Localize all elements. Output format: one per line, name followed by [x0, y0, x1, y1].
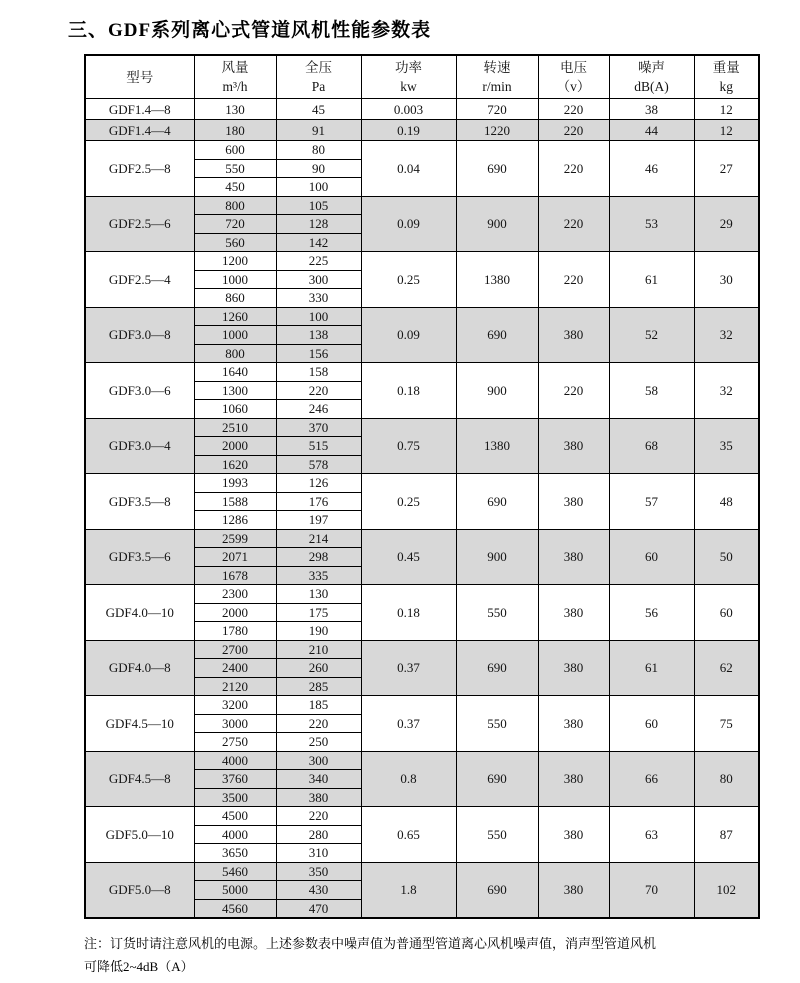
voltage-cell: 220: [538, 99, 609, 120]
col-header-voltage: 电压 （v）: [538, 55, 609, 99]
model-cell: GDF1.4—4: [85, 120, 194, 141]
flow-cell: 1640: [194, 363, 276, 382]
noise-cell: 70: [609, 862, 694, 918]
flow-cell: 2750: [194, 733, 276, 752]
weight-cell: 50: [694, 529, 759, 585]
power-cell: 0.19: [361, 120, 456, 141]
noise-cell: 60: [609, 529, 694, 585]
pressure-cell: 220: [276, 714, 361, 733]
voltage-cell: 380: [538, 585, 609, 641]
table-row: [85, 307, 759, 326]
pressure-cell: 105: [276, 196, 361, 215]
speed-cell: 900: [456, 529, 538, 585]
flow-cell: 3000: [194, 714, 276, 733]
speed-cell: 900: [456, 196, 538, 252]
flow-cell: 4000: [194, 751, 276, 770]
power-cell: 0.18: [361, 363, 456, 419]
noise-cell: 63: [609, 807, 694, 863]
col-header-speed: 转速 r/min: [456, 55, 538, 99]
pressure-cell: 126: [276, 474, 361, 493]
pressure-cell: 142: [276, 233, 361, 252]
flow-cell: 4500: [194, 807, 276, 826]
noise-cell: 44: [609, 120, 694, 141]
pressure-cell: 90: [276, 159, 361, 178]
flow-cell: 2599: [194, 529, 276, 548]
noise-cell: 52: [609, 307, 694, 363]
pressure-cell: 190: [276, 622, 361, 641]
power-cell: 0.37: [361, 696, 456, 752]
flow-cell: 720: [194, 215, 276, 234]
flow-cell: 2000: [194, 437, 276, 456]
pressure-cell: 128: [276, 215, 361, 234]
flow-cell: 1000: [194, 270, 276, 289]
pressure-cell: 220: [276, 381, 361, 400]
flow-cell: 860: [194, 289, 276, 308]
pressure-cell: 197: [276, 511, 361, 530]
speed-cell: 690: [456, 141, 538, 197]
table-row: [85, 807, 759, 826]
page-title: 三、GDF系列离心式管道风机性能参数表: [68, 20, 432, 41]
flow-cell: 1780: [194, 622, 276, 641]
pressure-cell: 350: [276, 862, 361, 881]
speed-cell: 690: [456, 862, 538, 918]
noise-cell: 68: [609, 418, 694, 474]
flow-cell: 1286: [194, 511, 276, 530]
pressure-cell: 578: [276, 455, 361, 474]
model-cell: GDF5.0—8: [85, 862, 194, 918]
noise-cell: 61: [609, 640, 694, 696]
pressure-cell: 138: [276, 326, 361, 345]
table-row: [85, 640, 759, 659]
flow-cell: 2000: [194, 603, 276, 622]
pressure-cell: 298: [276, 548, 361, 567]
voltage-cell: 380: [538, 862, 609, 918]
flow-cell: 2071: [194, 548, 276, 567]
flow-cell: 1300: [194, 381, 276, 400]
speed-cell: 690: [456, 640, 538, 696]
model-cell: GDF4.0—10: [85, 585, 194, 641]
power-cell: 0.8: [361, 751, 456, 807]
pressure-cell: 300: [276, 270, 361, 289]
voltage-cell: 380: [538, 474, 609, 530]
power-cell: 0.04: [361, 141, 456, 197]
pressure-cell: 175: [276, 603, 361, 622]
table-row: [85, 862, 759, 881]
pressure-cell: 220: [276, 807, 361, 826]
power-cell: 1.8: [361, 862, 456, 918]
model-cell: GDF3.0—8: [85, 307, 194, 363]
flow-cell: 2400: [194, 659, 276, 678]
table-row: [85, 363, 759, 382]
table-row: [85, 585, 759, 604]
table-body: [85, 99, 759, 919]
power-cell: 0.003: [361, 99, 456, 120]
flow-cell: 5000: [194, 881, 276, 900]
flow-cell: 2120: [194, 677, 276, 696]
weight-cell: 12: [694, 120, 759, 141]
pressure-cell: 185: [276, 696, 361, 715]
power-cell: 0.37: [361, 640, 456, 696]
noise-cell: 56: [609, 585, 694, 641]
flow-cell: 3650: [194, 844, 276, 863]
flow-cell: 1200: [194, 252, 276, 271]
weight-cell: 60: [694, 585, 759, 641]
noise-cell: 38: [609, 99, 694, 120]
model-cell: GDF4.5—8: [85, 751, 194, 807]
pressure-cell: 214: [276, 529, 361, 548]
weight-cell: 75: [694, 696, 759, 752]
model-cell: GDF3.0—6: [85, 363, 194, 419]
voltage-cell: 220: [538, 120, 609, 141]
pressure-cell: 158: [276, 363, 361, 382]
voltage-cell: 380: [538, 418, 609, 474]
flow-cell: 560: [194, 233, 276, 252]
pressure-cell: 246: [276, 400, 361, 419]
weight-cell: 62: [694, 640, 759, 696]
flow-cell: 3760: [194, 770, 276, 789]
table-row: [85, 120, 759, 141]
model-cell: GDF2.5—8: [85, 141, 194, 197]
flow-cell: 2300: [194, 585, 276, 604]
flow-cell: 600: [194, 141, 276, 160]
header-row: [85, 55, 759, 99]
speed-cell: 1380: [456, 418, 538, 474]
noise-cell: 61: [609, 252, 694, 308]
voltage-cell: 220: [538, 196, 609, 252]
pressure-cell: 45: [276, 99, 361, 120]
weight-cell: 80: [694, 751, 759, 807]
flow-cell: 4000: [194, 825, 276, 844]
pressure-cell: 91: [276, 120, 361, 141]
pressure-cell: 260: [276, 659, 361, 678]
voltage-cell: 220: [538, 252, 609, 308]
weight-cell: 30: [694, 252, 759, 308]
table-row: [85, 418, 759, 437]
flow-cell: 3200: [194, 696, 276, 715]
pressure-cell: 335: [276, 566, 361, 585]
table-row: [85, 99, 759, 120]
footnote-line2: 可降低2~4dB（A）: [84, 959, 194, 974]
speed-cell: 690: [456, 751, 538, 807]
weight-cell: 35: [694, 418, 759, 474]
pressure-cell: 310: [276, 844, 361, 863]
flow-cell: 800: [194, 344, 276, 363]
pressure-cell: 100: [276, 178, 361, 197]
flow-cell: 3500: [194, 788, 276, 807]
model-cell: GDF2.5—4: [85, 252, 194, 308]
pressure-cell: 100: [276, 307, 361, 326]
power-cell: 0.18: [361, 585, 456, 641]
voltage-cell: 220: [538, 363, 609, 419]
pressure-cell: 330: [276, 289, 361, 308]
flow-cell: 1260: [194, 307, 276, 326]
power-cell: 0.25: [361, 252, 456, 308]
speed-cell: 690: [456, 307, 538, 363]
table-row: [85, 196, 759, 215]
flow-cell: 1678: [194, 566, 276, 585]
pressure-cell: 300: [276, 751, 361, 770]
model-cell: GDF3.5—8: [85, 474, 194, 530]
col-header-power: 功率 kw: [361, 55, 456, 99]
model-cell: GDF1.4—8: [85, 99, 194, 120]
table-row: [85, 141, 759, 160]
noise-cell: 57: [609, 474, 694, 530]
weight-cell: 12: [694, 99, 759, 120]
flow-cell: 550: [194, 159, 276, 178]
power-cell: 0.25: [361, 474, 456, 530]
flow-cell: 180: [194, 120, 276, 141]
flow-cell: 800: [194, 196, 276, 215]
model-cell: GDF2.5—6: [85, 196, 194, 252]
pressure-cell: 176: [276, 492, 361, 511]
col-header-flow: 风量 m³/h: [194, 55, 276, 99]
noise-cell: 46: [609, 141, 694, 197]
pressure-cell: 285: [276, 677, 361, 696]
pressure-cell: 130: [276, 585, 361, 604]
catalog-page: [0, 15, 800, 978]
col-header-pressure: 全压 Pa: [276, 55, 361, 99]
speed-cell: 550: [456, 807, 538, 863]
table-row: [85, 474, 759, 493]
table-row: [85, 751, 759, 770]
footnote: [84, 932, 752, 978]
weight-cell: 29: [694, 196, 759, 252]
voltage-cell: 380: [538, 696, 609, 752]
voltage-cell: 220: [538, 141, 609, 197]
power-cell: 0.45: [361, 529, 456, 585]
noise-cell: 66: [609, 751, 694, 807]
power-cell: 0.75: [361, 418, 456, 474]
weight-cell: 27: [694, 141, 759, 197]
model-cell: GDF3.0—4: [85, 418, 194, 474]
flow-cell: 1060: [194, 400, 276, 419]
weight-cell: 87: [694, 807, 759, 863]
weight-cell: 48: [694, 474, 759, 530]
pressure-cell: 470: [276, 899, 361, 918]
table-row: [85, 252, 759, 271]
noise-cell: 60: [609, 696, 694, 752]
voltage-cell: 380: [538, 529, 609, 585]
voltage-cell: 380: [538, 640, 609, 696]
model-cell: GDF4.0—8: [85, 640, 194, 696]
table-header: [85, 55, 759, 99]
model-cell: GDF4.5—10: [85, 696, 194, 752]
power-cell: 0.09: [361, 307, 456, 363]
power-cell: 0.09: [361, 196, 456, 252]
speed-cell: 550: [456, 585, 538, 641]
weight-cell: 32: [694, 307, 759, 363]
pressure-cell: 250: [276, 733, 361, 752]
pressure-cell: 210: [276, 640, 361, 659]
pressure-cell: 430: [276, 881, 361, 900]
footnote-line1: 注：订货时请注意风机的电源。上述参数表中噪声值为普通型管道离心风机噪声值，消声型管道风机: [84, 936, 657, 951]
pressure-cell: 225: [276, 252, 361, 271]
power-cell: 0.65: [361, 807, 456, 863]
table-row: [85, 696, 759, 715]
pressure-cell: 340: [276, 770, 361, 789]
col-header-noise: 噪声 dB(A): [609, 55, 694, 99]
speed-cell: 1380: [456, 252, 538, 308]
model-cell: GDF3.5—6: [85, 529, 194, 585]
pressure-cell: 280: [276, 825, 361, 844]
speed-cell: 720: [456, 99, 538, 120]
speed-cell: 1220: [456, 120, 538, 141]
pressure-cell: 80: [276, 141, 361, 160]
noise-cell: 58: [609, 363, 694, 419]
fan-parameters-table: [84, 54, 760, 919]
voltage-cell: 380: [538, 807, 609, 863]
flow-cell: 5460: [194, 862, 276, 881]
speed-cell: 550: [456, 696, 538, 752]
noise-cell: 53: [609, 196, 694, 252]
weight-cell: 102: [694, 862, 759, 918]
pressure-cell: 156: [276, 344, 361, 363]
flow-cell: 1000: [194, 326, 276, 345]
speed-cell: 900: [456, 363, 538, 419]
flow-cell: 1620: [194, 455, 276, 474]
flow-cell: 2510: [194, 418, 276, 437]
voltage-cell: 380: [538, 307, 609, 363]
flow-cell: 4560: [194, 899, 276, 918]
flow-cell: 450: [194, 178, 276, 197]
pressure-cell: 370: [276, 418, 361, 437]
flow-cell: 1993: [194, 474, 276, 493]
speed-cell: 690: [456, 474, 538, 530]
voltage-cell: 380: [538, 751, 609, 807]
col-header-model: 型号: [85, 55, 194, 99]
table-row: [85, 529, 759, 548]
model-cell: GDF5.0—10: [85, 807, 194, 863]
col-header-weight: 重量 kg: [694, 55, 759, 99]
pressure-cell: 515: [276, 437, 361, 456]
flow-cell: 130: [194, 99, 276, 120]
weight-cell: 32: [694, 363, 759, 419]
flow-cell: 2700: [194, 640, 276, 659]
flow-cell: 1588: [194, 492, 276, 511]
pressure-cell: 380: [276, 788, 361, 807]
